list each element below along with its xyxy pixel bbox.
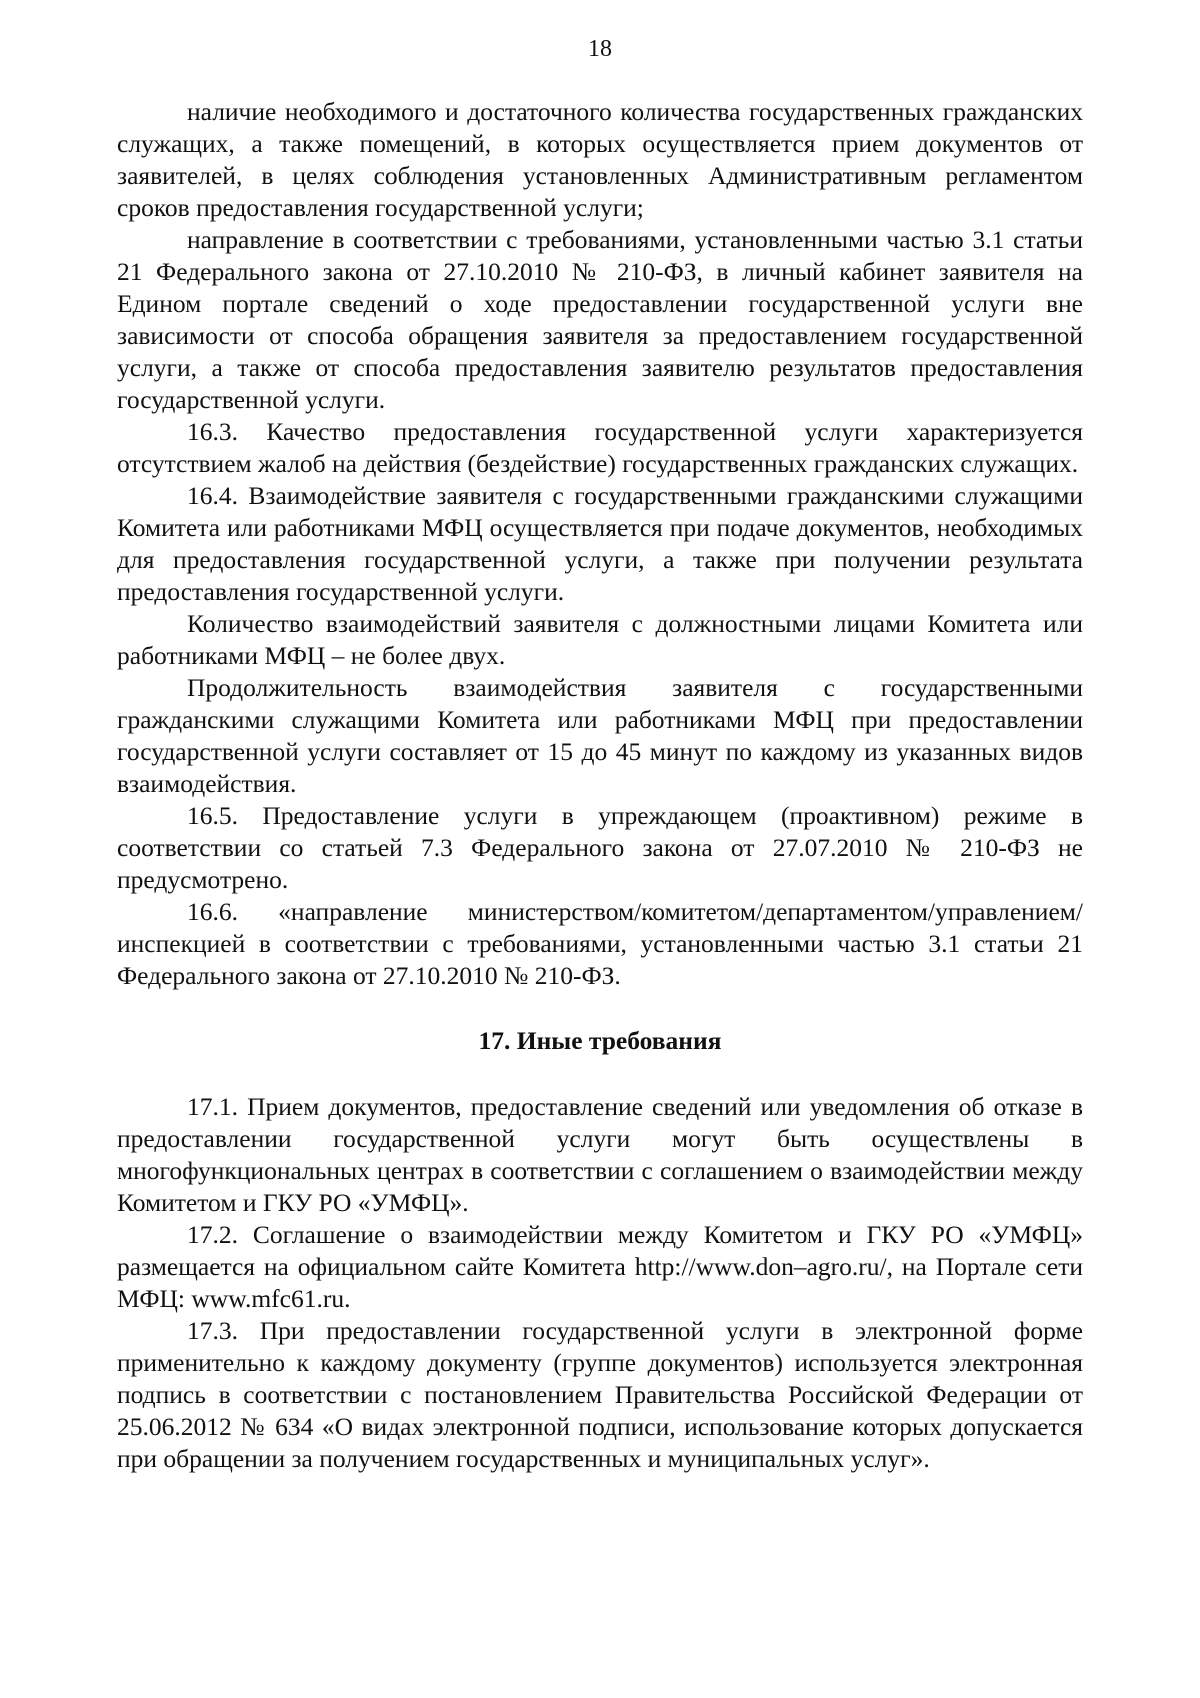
paragraph: 17.2. Соглашение о взаимодействии между Комитетом и ГКУ РО «УМФЦ» размещается на официальном сайте Комитета http://www.don–agro.ru/, на Портале сети МФЦ: www.mfc61.ru. <box>117 1220 1083 1313</box>
paragraph: Количество взаимодействий заявителя с должностными лицами Комитета или работниками МФЦ – не более двух. <box>117 609 1083 670</box>
paragraph: 17.1. Прием документов, предоставление сведений или уведомления об отказе в предоставлении государственной услуги могут быть осуществлены в многофункциональных центрах в соответствии с соглашением о взаимодействии между Комитетом и ГКУ РО «УМФЦ». <box>117 1092 1083 1217</box>
paragraph: наличие необходимого и достаточного количества государственных гражданских служащих, а также помещений, в которых осуществляется прием документов от заявителей, в целях соблюдения установленных Административным регламентом сроков предоставления государственной услуги; <box>117 97 1083 222</box>
paragraph: 16.6. «направление министерством/комитетом/департаментом/управлением/ инспекцией в соответствии с требованиями, установленными частью 3.1 статьи 21 Федерального закона от 27.10.2010 № 210-ФЗ. <box>117 897 1083 990</box>
paragraph: Продолжительность взаимодействия заявителя с государственными гражданскими служащими Комитета или работниками МФЦ при предоставлении государственной услуги составляет от 15 до 45 минут по каждому из указанных видов взаимодействия. <box>117 673 1083 798</box>
page-number: 18 <box>588 36 612 62</box>
paragraph: 16.4. Взаимодействие заявителя с государственными гражданскими служащими Комитета или работниками МФЦ осуществляется при подаче документов, необходимых для предоставления государственной услуги, а также при получении результата предоставления государственной услуги. <box>117 481 1083 606</box>
section-heading: 17. Иные требования <box>478 1026 722 1055</box>
paragraph: 16.5. Предоставление услуги в упреждающем (проактивном) режиме в соответствии со статьей 7.3 Федерального закона от 27.07.2010 № 210-ФЗ не предусмотрено. <box>117 801 1083 894</box>
paragraph: направление в соответствии с требованиями, установленными частью 3.1 статьи 21 Федерального закона от 27.10.2010 № 210-ФЗ, в личный кабинет заявителя на Едином портале сведений о ходе предоставлении государственной услуги вне зависимости от способа обращения заявителя за предоставлением государственной услуги, а также от способа предоставления заявителю результатов предоставления государственной услуги. <box>117 225 1083 414</box>
paragraph: 16.3. Качество предоставления государственной услуги характеризуется отсутствием жалоб на действия (бездействие) государственных гражданских служащих. <box>117 417 1083 478</box>
paragraph: 17.3. При предоставлении государственной услуги в электронной форме применительно к каждому документу (группе документов) используется электронная подпись в соответствии с постановлением Правительства Российской Федерации от 25.06.2012 № 634 «О видах электронной подписи, использование которых допускается при обращении за получением государственных и муниципальных услуг». <box>117 1316 1083 1473</box>
document-body <box>117 96 1083 1475</box>
